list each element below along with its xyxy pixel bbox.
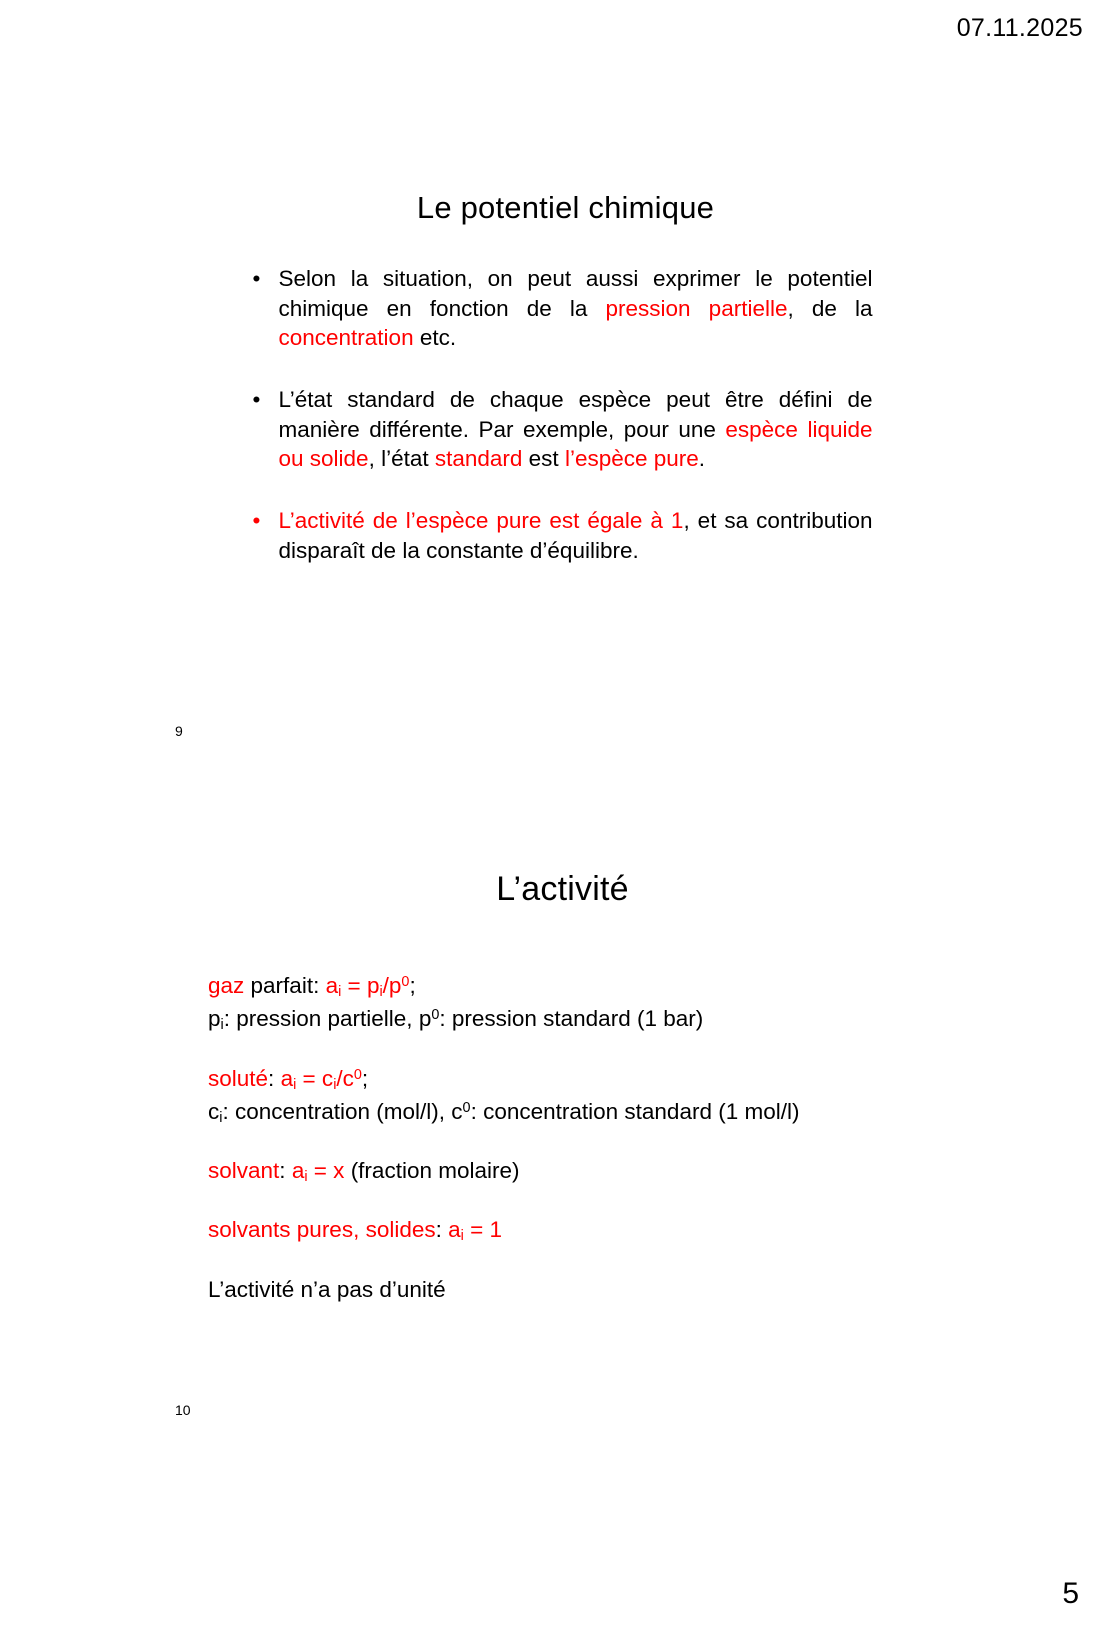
formula-supscript: 0 [353,1066,362,1083]
formula-text: : [435,1217,449,1243]
formula-text: a [325,973,339,998]
bullet-text-segment: L’état standard de chaque espèce peut être défini de manière différente. Par exemple, pour une [278,387,873,442]
formula-text: solvant [208,1158,280,1183]
bullet-item [243,385,873,474]
formula-group [208,971,948,1034]
formula-text: = c [296,1065,334,1091]
formula-line [208,1004,948,1033]
formula-subscript: i [304,1169,308,1186]
formula-subscript: i [379,984,383,1001]
formula-line [208,1275,948,1304]
bullet-marker-icon: • [252,508,261,534]
bullet-text-segment: L’activité de l’espèce pure est égale à 1 [278,508,684,534]
bullet-marker-icon: • [252,266,261,291]
formula-text: = 1 [463,1217,503,1243]
formula-line [208,971,948,1000]
bullet-text-segment: espèce liquide ou solide [278,416,873,472]
activity-definitions [208,971,948,1304]
formula-group [208,1156,948,1185]
formula-line [208,1215,948,1244]
slide-1-title: Le potentiel chimique [416,190,715,225]
formula-text: a [291,1158,305,1183]
bullet-text-segment: , de la [787,295,873,321]
formula-text: = x [307,1158,345,1183]
bullet-text-segment: standard [434,446,523,472]
bullet-text-segment: est [522,446,565,472]
formula-text: /p [382,973,402,998]
formula-text: a [448,1217,461,1243]
bullet-text-segment: concentration [278,325,414,351]
formula-subscript: i [220,1017,224,1034]
formula-text: : concentration (mol/l), c [222,1098,463,1124]
bullet-text-segment: . [698,446,706,472]
formula-group [208,1064,948,1127]
formula-supscript: 0 [431,1007,440,1024]
formula-subscript: i [333,1076,337,1093]
formula-group [208,1215,948,1244]
bullet-text-segment: Selon la situation, on peut aussi exprimer le potentiel chimique en fonction de la [278,266,873,321]
formula-text: : [279,1158,292,1183]
formula-text: c [208,1098,220,1124]
slide-le-potentiel-chimique [0,190,1115,566]
bullet-item [243,264,873,353]
formula-group [208,1275,948,1304]
slide-2-title: L’activité [496,870,629,908]
formula-text: ; [409,973,416,998]
bullet-text-segment: pression partielle [605,295,788,321]
formula-line [208,1097,948,1126]
formula-text: (fraction molaire) [344,1158,520,1183]
document-date: 07.11.2025 [956,14,1083,42]
bullet-text-segment: , l’état [368,446,435,472]
formula-text: parfait: [244,973,326,998]
formula-text: : pression partielle, p [223,1006,432,1032]
formula-text: : [268,1065,281,1091]
formula-line [208,1156,948,1185]
formula-text: : concentration standard (1 mol/l) [470,1098,800,1124]
formula-text: ; [361,1065,369,1091]
formula-supscript: 0 [401,974,410,991]
slide-1-page-number: 9 [175,723,183,739]
formula-supscript: 0 [462,1099,471,1116]
slide-2-page-number: 10 [175,1402,191,1418]
formula-line [208,1064,948,1093]
formula-text: /c [336,1065,354,1091]
formula-text: solvants pures, solides [208,1217,436,1243]
bullet-text-segment: l’espèce pure [564,446,699,472]
formula-subscript: i [460,1228,464,1245]
formula-subscript: i [338,984,342,1001]
formula-text: p [208,1006,221,1032]
formula-subscript: i [293,1076,297,1093]
bullet-item [243,506,873,565]
document-footer-page-number: 5 [1062,1577,1079,1610]
formula-text: L’activité n’a pas d’unité [208,1276,446,1302]
formula-text: soluté [208,1065,269,1091]
bullet-text-segment: etc. [413,325,457,351]
formula-text: gaz [208,973,245,998]
formula-text: = p [341,973,380,998]
formula-subscript: i [219,1109,223,1126]
formula-text: : pression standard (1 bar) [439,1006,704,1032]
slide-1-bullet-list [243,264,873,566]
slide-l-activite [0,870,1115,1304]
bullet-marker-icon: • [252,387,261,413]
formula-text: a [280,1065,294,1091]
bullet-text-segment: , et sa contribution disparaît de la constante d’équilibre. [278,508,873,563]
